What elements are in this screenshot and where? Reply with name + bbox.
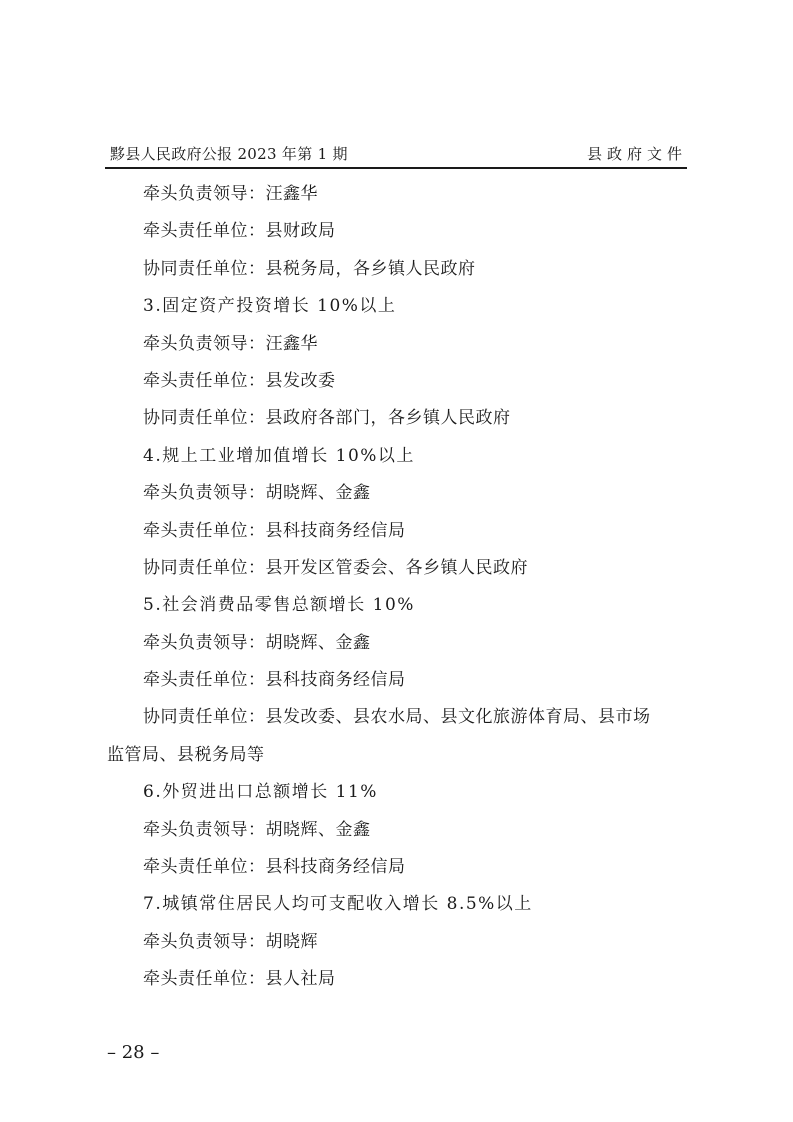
body-line: 协同责任单位：县开发区管委会、各乡镇人民政府 — [143, 557, 528, 578]
body-line: 牵头责任单位：县科技商务经信局 — [143, 857, 406, 878]
body-line: 牵头责任单位：县发改委 — [143, 370, 336, 391]
publication-title: 黟县人民政府公报 2023 年第 1 期 — [110, 145, 348, 163]
body-line: 协同责任单位：县发改委、县农水局、县文化旅游体育局、县市场 — [143, 707, 651, 728]
body-line: 牵头责任单位：县科技商务经信局 — [143, 520, 406, 541]
section-heading: 7.城镇常住居民人均可支配收入增长 8.5%以上 — [143, 894, 533, 915]
page-number: – 28 – — [107, 1042, 160, 1063]
section-heading: 5.社会消费品零售总额增长 10% — [143, 595, 415, 616]
section-heading: 4.规上工业增加值增长 10%以上 — [143, 445, 415, 466]
section-title: 县政府文件 — [586, 145, 687, 163]
body-line: 牵头责任单位：县人社局 — [143, 969, 336, 990]
document-body — [107, 176, 689, 999]
body-line: 牵头负责领导：胡晓辉、金鑫 — [143, 632, 371, 653]
section-heading: 3.固定资产投资增长 10%以上 — [143, 296, 397, 317]
body-line: 监管局、县税务局等 — [107, 744, 265, 765]
body-line: 牵头负责领导：胡晓辉、金鑫 — [143, 483, 371, 504]
body-line: 牵头负责领导：汪鑫华 — [143, 184, 318, 204]
body-line: 牵头负责领导：汪鑫华 — [143, 333, 318, 354]
body-line: 牵头责任单位：县科技商务经信局 — [143, 670, 406, 691]
body-line: 牵头负责领导：胡晓辉、金鑫 — [143, 819, 371, 840]
header-divider — [105, 167, 687, 169]
section-heading: 6.外贸进出口总额增长 11% — [143, 782, 378, 803]
body-line: 协同责任单位：县政府各部门，各乡镇人民政府 — [143, 408, 511, 429]
body-line: 牵头负责领导：胡晓辉 — [143, 931, 318, 952]
body-line: 牵头责任单位：县财政局 — [143, 221, 336, 242]
body-line: 协同责任单位：县税务局，各乡镇人民政府 — [143, 258, 476, 279]
